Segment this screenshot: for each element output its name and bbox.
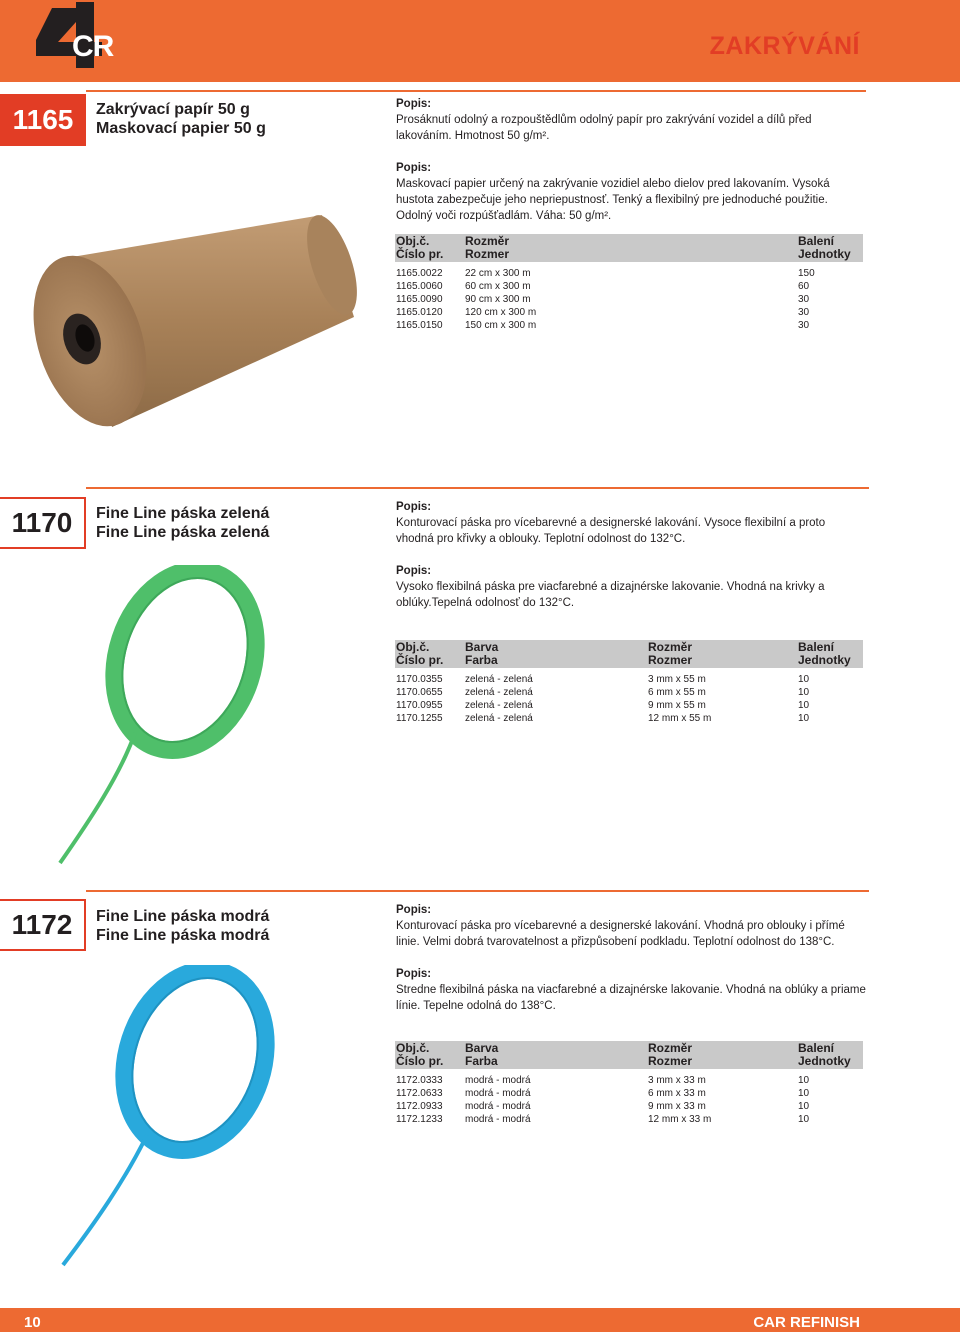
section-divider [86,90,866,92]
section-divider [86,890,869,892]
table-header-row [395,640,863,668]
table-row: 1165.0090 90 cm x 300 m 30 [396,294,810,305]
product-description [396,499,866,627]
table-row: 1170.1255 zelená - zelená 12 mm x 55 m 10 [396,713,810,724]
table-row: 1165.0150 150 cm x 300 m 30 [396,320,810,331]
green-tape-image [50,565,280,870]
desc-text-sk: Maskovací papier určený na zakrývanie vozidiel alebo dielov pred lakovaním. Vysoká hustota zabezpečuje jeho nepriepustnosť. Tenký a flexibilný pre jednoduché použitie. Odolný voči rozpúšťadlám. Váha: 50 g/m². [396,178,830,222]
desc-label: Popis: [396,162,432,174]
column-header: Rozměr Rozmer [464,234,797,262]
desc-label: Popis: [396,565,432,577]
desc-text-cz: Konturovací páska pro vícebarevné a designerské lakování. Vhodná pro oblouky i přímé linie. Velmi dobrá tvarovatelnost a přizpůsobení podkladu. Teplotní odolnost do 138°C. [396,920,845,948]
desc-label: Popis: [396,98,432,110]
desc-text-sk: Vysoko flexibilná páska pre viacfarebné a dizajnérske lakovanie. Vhodná na krivky a oblúky.Tepelná odolnosť do 132°C. [396,581,825,609]
section-divider [86,487,869,489]
section-title: ZAKRÝVÁNÍ [709,32,860,60]
desc-text-cz: Prosáknutí odolný a rozpouštědlům odolný papír pro zakrývání vozidel a dílů před lakováním. Hmotnost 50 g/m². [396,114,812,142]
table-row: 1172.0633 modrá - modrá 6 mm x 33 m 10 [396,1088,810,1099]
product-title-sk: Fine Line páska modrá [96,927,270,944]
product-title-cz: Zakrývací papír 50 g [96,101,250,118]
column-header: Obj.č. Číslo pr. [395,234,464,262]
product-description [396,96,866,240]
brand-label: CAR REFINISH [753,1314,860,1331]
product-title-cz: Fine Line páska zelená [96,505,270,522]
column-header: Balení Jednotky [797,234,863,262]
product-code-badge: 1172 [0,899,86,951]
paper-roll-image [22,205,362,445]
column-header: Obj.č. Číslo pr. [395,640,464,668]
page-number: 10 [24,1314,41,1331]
product-title-sk: Maskovací papier 50 g [96,120,266,137]
spec-table [395,640,863,725]
product-title [96,100,266,138]
desc-text-sk: Stredne flexibilná páska na viacfarebné a dizajnérske lakovanie. Vhodná na oblúky a priame línie. Tepelne odolná do 138°C. [396,984,866,1012]
table-header-row [395,1041,863,1069]
product-code-badge: 1170 [0,497,86,549]
product-title-cz: Fine Line páska modrá [96,908,270,925]
product-description [396,902,866,1030]
spec-table [395,234,863,332]
table-row: 1172.0333 modrá - modrá 3 mm x 33 m 10 [396,1075,810,1086]
table-row: 1170.0955 zelená - zelená 9 mm x 55 m 10 [396,700,810,711]
blue-tape-image [55,965,295,1270]
page-header [0,0,960,82]
desc-text-cz: Konturovací páska pro vícebarevné a designerské lakování. Vysoce flexibilní a proto vhodná pro křivky a oblouky. Teplotní odolnost do 132°C. [396,517,826,545]
column-header: Rozměr Rozmer [647,1041,797,1069]
desc-label: Popis: [396,904,432,916]
logo-text: CR [72,30,114,63]
column-header: Barva Farba [464,1041,647,1069]
desc-label: Popis: [396,968,432,980]
table-row: 1165.0060 60 cm x 300 m 60 [396,281,810,292]
table-row: 1172.0933 modrá - modrá 9 mm x 33 m 10 [396,1101,810,1112]
product-title-sk: Fine Line páska zelená [96,524,270,541]
table-row: 1172.1233 modrá - modrá 12 mm x 33 m 10 [396,1114,810,1125]
desc-label: Popis: [396,501,432,513]
column-header: Balení Jednotky [797,1041,863,1069]
table-row: 1170.0655 zelená - zelená 6 mm x 55 m 10 [396,687,810,698]
product-title [96,504,269,542]
table-row: 1170.0355 zelená - zelená 3 mm x 55 m 10 [396,674,810,685]
table-row: 1165.0120 120 cm x 300 m 30 [396,307,810,318]
product-code-badge: 1165 [0,94,86,146]
column-header: Balení Jednotky [797,640,863,668]
product-title [96,907,269,945]
table-row: 1165.0022 22 cm x 300 m 150 [396,268,815,279]
column-header: Barva Farba [464,640,647,668]
page-footer [0,1308,960,1332]
column-header: Rozměr Rozmer [647,640,797,668]
column-header: Obj.č. Číslo pr. [395,1041,464,1069]
spec-table [395,1041,863,1126]
table-header-row [395,234,863,262]
